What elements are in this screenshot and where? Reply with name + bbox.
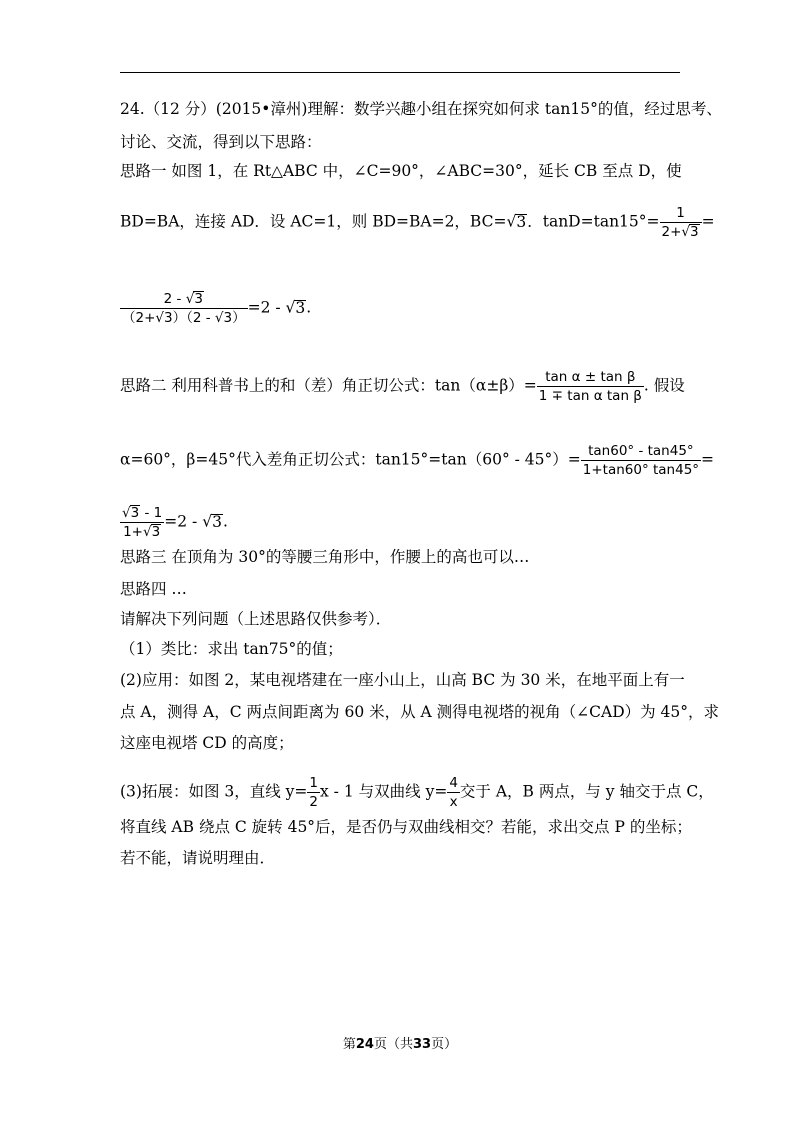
question-3-d: 将直线 AB 绕点 C 旋转 45°后，是否仍与双曲线相交？若能，求出交点 P 的坐标；: [120, 818, 692, 836]
idea2-fraction-1: [581, 442, 701, 479]
num-part: 2 -: [163, 291, 186, 307]
result-text: =2 -: [164, 512, 203, 531]
idea2-line-d: [120, 504, 228, 541]
fraction-numerator: [120, 290, 248, 309]
page-number: 24: [355, 1037, 374, 1052]
sqrt-sign: √: [202, 512, 213, 531]
idea2-text-c: α=60°，β=45°代入差角正切公式：tan15°=tan（60° - 45°）=: [120, 450, 581, 469]
sqrt-radicand: 3: [690, 224, 699, 240]
sqrt-radicand: 3: [151, 524, 161, 540]
sqrt-radicand: 3: [212, 512, 222, 531]
fraction-numerator: 1: [309, 775, 319, 791]
idea2-text-a: 思路二 利用科普书上的和（差）角正切公式：tan（α±β）=: [120, 376, 537, 395]
idea1-text-b: BD=BA，连接 AD．设 AC=1，则 BD=BA=2，BC=: [120, 212, 507, 231]
total-pages: 33: [413, 1037, 432, 1052]
idea2-text-b: . 假设: [643, 376, 685, 395]
fraction-denominator: 1+tan60° tan45°: [582, 462, 700, 478]
fraction-numerator: tan α ± tan β: [537, 368, 644, 387]
question-3-a: [120, 774, 714, 811]
idea1-fraction-1: [660, 204, 702, 241]
sqrt-sign: √: [681, 224, 691, 240]
footer-post: 页）: [431, 1037, 458, 1052]
sqrt-sign: √: [285, 298, 296, 317]
num-part: - 1: [140, 505, 163, 521]
den-part: 2+: [661, 224, 682, 240]
sqrt-radicand: 3: [295, 298, 306, 317]
result-text: =2 -: [247, 298, 286, 317]
ask: 请解决下列问题（上述思路仅供参考）．: [120, 610, 392, 628]
q3-text-a: (3)拓展：如图 3，直线 y=: [120, 782, 308, 801]
sqrt-sign: √: [122, 505, 131, 521]
sqrt-radicand: 3: [516, 212, 527, 231]
q3-fraction-4-over-x: [447, 774, 460, 811]
fraction-denominator: [660, 223, 702, 241]
q3-fraction-half: [307, 774, 320, 811]
question-2-c: 这座电视塔 CD 的高度；: [120, 734, 294, 752]
idea4: 思路四 …: [120, 580, 187, 598]
sqrt-radicand: 3: [130, 505, 140, 521]
result-end: .: [306, 298, 312, 317]
fraction-numerator: 1: [660, 204, 702, 223]
fraction-denominator: 2: [309, 794, 319, 810]
footer-mid: 页（共: [373, 1037, 413, 1052]
sqrt-sign: √: [142, 524, 152, 540]
idea1-fraction-2: [120, 290, 248, 327]
page-footer: [0, 1033, 800, 1052]
fraction-denominator: x: [449, 794, 458, 810]
question-1: （1）类比：求出 tan75°的值；: [120, 640, 343, 658]
idea2-formula-fraction: [537, 368, 644, 405]
question-2-b: 点 A，测得 A，C 两点间距离为 60 米，从 A 测得电视塔的视角（∠CAD）为 45°，求: [120, 703, 720, 721]
idea1-line-a: 思路一 如图 1，在 Rt△ABC 中，∠C=90°，∠ABC=30°，延长 CB 至点 D，使: [120, 162, 682, 180]
fraction-denominator: （2+√3）（2 - √3）: [122, 310, 246, 326]
footer-pre: 第: [342, 1037, 356, 1052]
fraction-numerator: 4: [449, 775, 458, 791]
den-part: 1+: [123, 524, 143, 540]
idea2-line-a: [120, 368, 685, 405]
fraction-denominator: [120, 523, 164, 541]
sqrt-sign: √: [185, 291, 195, 307]
fraction-numerator: tan60° - tan45°: [581, 442, 701, 461]
header-rule: [120, 72, 680, 73]
question-2-a: (2)应用：如图 2，某电视塔建在一座小山上，山高 BC 为 30 米，在地平面上有一: [120, 671, 685, 689]
result-end: .: [222, 512, 228, 531]
idea1-line-b: BD=BA，连接 AD．设 AC=1，则 BD=BA=2，BC=√3．tanD=tan15°= $\frac{1}{2+√3}$ =: [120, 205, 715, 240]
sqrt-sign: √: [506, 212, 517, 231]
q3-text-c: 交于 A，B 两点，与 y 轴交于点 C，: [459, 782, 714, 801]
fraction-denominator: 1 ∓ tan α tan β: [538, 388, 642, 404]
idea2-line-c: [120, 442, 714, 479]
problem-head-2: 讨论、交流，得到以下思路：: [120, 133, 322, 151]
idea1-line-c: [120, 290, 311, 327]
sqrt-radicand: 3: [194, 291, 203, 307]
idea3: 思路三 在顶角为 30°的等腰三角形中，作腰上的高也可以…: [120, 548, 530, 566]
q3-text-b: x - 1 与双曲线 y=: [320, 782, 448, 801]
idea1-text-b2: ．tanD=tan15°=: [527, 212, 660, 231]
fraction-numerator: [120, 504, 164, 523]
question-3-e: 若不能，请说明理由．: [120, 849, 276, 867]
problem-head: 24.（12 分）(2015•漳州)理解：数学兴趣小组在探究如何求 tan15°的值，经过思考、: [120, 100, 722, 118]
idea2-fraction-2: [120, 504, 164, 541]
equals-sign: =: [701, 450, 715, 469]
